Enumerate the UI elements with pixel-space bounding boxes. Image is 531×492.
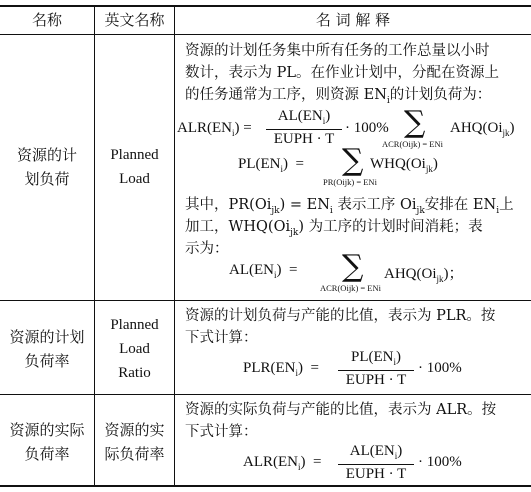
row1-bottom-rule — [0, 300, 531, 301]
row2-desc-line2: 下式计算： — [185, 330, 258, 346]
formula-alr2-percent: · 100% — [418, 454, 462, 470]
formula-al-lhs: $AL(EN_i)$ = — [229, 262, 298, 280]
row2-desc-line1: 资源的计划负荷与产能的比值，表示为 PLR。按 — [185, 308, 496, 324]
row3-english: 资源的实 际负荷率 — [104, 421, 165, 463]
row3-desc-line2: 下式计算： — [185, 424, 258, 440]
row1-desc-line5: 加工，$WHQ(Oi_{jk})$ 为工序的计划时间消耗；表 — [185, 219, 483, 238]
row2-bottom-rule — [0, 394, 531, 395]
formula-plr-percent: · 100% — [418, 360, 462, 376]
row2-english: Planned Load Ratio — [110, 317, 159, 381]
header-explanation: 名 词 解 释 — [315, 11, 391, 29]
table-top-border — [0, 5, 531, 7]
formula-plr-fraction-bar — [338, 370, 414, 371]
col-divider-2 — [174, 5, 175, 487]
formula-alr-sum-term: $AHQ(Oi_{jk})$ — [450, 120, 515, 138]
row1-desc-line3: 的任务通常为工序，则资源 $EN_i$的计划负荷为： — [185, 87, 492, 106]
row3-desc-line1: 资源的实际负荷与产能的比值，表示为 ALR。按 — [185, 402, 497, 418]
formula-alr-sigma-subscript: ACR(Oijk) = ENi — [382, 139, 444, 149]
formula-plr-denominator: EUPH · T — [345, 372, 407, 388]
formula-alr-percent: · 100% — [345, 120, 389, 136]
formula-alr2-fraction-bar — [338, 464, 414, 465]
row1-desc-line6: 示为： — [185, 241, 229, 257]
row3-name: 资源的实际 负荷率 — [9, 421, 85, 463]
row1-name: 资源的计 划负荷 — [16, 146, 77, 188]
formula-alr-numerator: $AL(EN_i)$ — [277, 108, 331, 126]
formula-plr-lhs: $PLR(EN_i)$ = — [243, 360, 319, 378]
formula-plr-numerator: $PL(EN_i)$ — [350, 349, 401, 367]
formula-pl-sigma: ∑ — [342, 143, 364, 178]
row2-name: 资源的计划 负荷率 — [9, 328, 85, 370]
formula-al-sum-term: $AHQ(Oi_{jk})$； — [384, 266, 464, 284]
col-divider-1 — [94, 5, 95, 487]
formula-al-sigma-subscript: ACR(Oijk) = ENi — [320, 283, 382, 293]
formula-pl-lhs: $PL(EN_i)$ = — [238, 156, 304, 174]
formula-alr-lhs: $ALR(EN_i)$ = — [177, 120, 252, 138]
formula-alr2-numerator: $AL(EN_i)$ — [349, 443, 403, 461]
row1-english: Planned Load — [110, 147, 159, 187]
row1-desc-line1: 资源的计划任务集中所有任务的工作总量以小时 — [185, 43, 490, 59]
formula-alr-fraction-bar — [266, 129, 342, 130]
table-bottom-border — [0, 485, 531, 487]
row1-desc-line4: 其中，$PR(Oi_{jk}) = EN_i$ 表示工序 $Oi_{jk}$安排在 $EN_i$上 — [185, 197, 514, 216]
formula-alr-sigma: ∑ — [404, 105, 426, 140]
header-english-name: 英文名称 — [104, 11, 165, 29]
formula-alr2-lhs: $ALR(EN_i)$ = — [243, 454, 322, 472]
row1-desc-line2: 数计，表示为 PL。在作业计划中，分配在资源上 — [185, 65, 499, 81]
formula-pl-sum-term: $WHQ(Oi_{jk})$ — [370, 156, 438, 174]
formula-al-sigma: ∑ — [342, 249, 364, 284]
formula-alr-denominator: EUPH · T — [273, 131, 335, 147]
header-bottom-rule — [0, 34, 531, 35]
formula-alr2-denominator: EUPH · T — [345, 466, 407, 482]
header-name: 名称 — [31, 11, 62, 29]
formula-pl-sigma-subscript: PR(Oijk) = ENi — [323, 177, 377, 187]
